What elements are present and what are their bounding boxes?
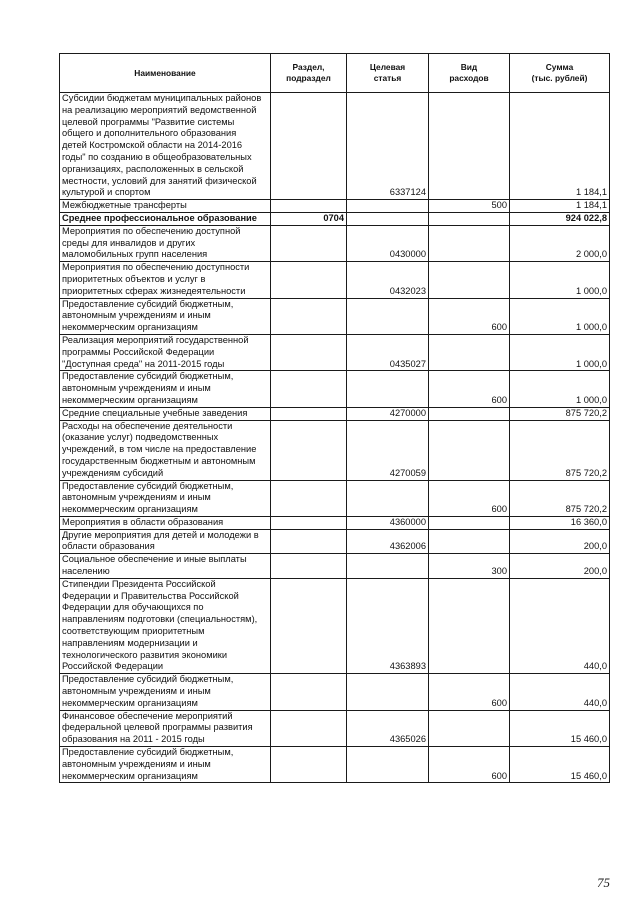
row-sum: 875 720,2 — [510, 480, 610, 516]
row-kind: 600 — [429, 298, 510, 334]
row-kind — [429, 225, 510, 261]
row-section — [271, 225, 347, 261]
row-kind: 600 — [429, 480, 510, 516]
row-name: Мероприятия по обеспечению доступности приоритетных объектов и услуг в приоритетных сферах жизнедеятельности — [60, 262, 271, 298]
row-name: Среднее профессиональное образование — [60, 212, 271, 225]
row-section — [271, 554, 347, 579]
row-name: Мероприятия по обеспечению доступной среды для инвалидов и других маломобильных групп населения — [60, 225, 271, 261]
row-name: Предоставление субсидий бюджетным, автономным учреждениям и иным некоммерческим организациям — [60, 371, 271, 407]
row-target: 0430000 — [347, 225, 429, 261]
row-section — [271, 747, 347, 783]
table-row — [60, 710, 610, 746]
row-target: 4362006 — [347, 529, 429, 554]
row-target — [347, 371, 429, 407]
row-sum: 16 360,0 — [510, 516, 610, 529]
row-target: 4363893 — [347, 578, 429, 673]
header-sum: Сумма (тыс. рублей) — [510, 54, 610, 93]
row-section — [271, 262, 347, 298]
header-name: Наименование — [60, 54, 271, 93]
table-row — [60, 674, 610, 710]
row-section — [271, 371, 347, 407]
table-row — [60, 516, 610, 529]
row-target — [347, 554, 429, 579]
row-name: Расходы на обеспечение деятельности (оказание услуг) подведомственных учреждений, в том числе на предоставление государственным бюджетным и автономным учреждениям субсидий — [60, 420, 271, 480]
row-kind: 600 — [429, 674, 510, 710]
budget-table-sheet — [59, 53, 609, 783]
row-sum: 440,0 — [510, 674, 610, 710]
row-sum: 1 000,0 — [510, 334, 610, 370]
row-kind — [429, 420, 510, 480]
row-sum: 1 184,1 — [510, 93, 610, 200]
row-kind — [429, 407, 510, 420]
row-sum: 1 184,1 — [510, 200, 610, 213]
row-sum: 200,0 — [510, 529, 610, 554]
row-section — [271, 710, 347, 746]
budget-table — [59, 53, 610, 783]
row-target — [347, 298, 429, 334]
row-name: Предоставление субсидий бюджетным, автономным учреждениям и иным некоммерческим организациям — [60, 747, 271, 783]
row-name: Предоставление субсидий бюджетным, автономным учреждениям и иным некоммерческим организациям — [60, 298, 271, 334]
row-sum: 440,0 — [510, 578, 610, 673]
row-kind: 300 — [429, 554, 510, 579]
row-section — [271, 420, 347, 480]
row-sum: 15 460,0 — [510, 747, 610, 783]
row-kind — [429, 334, 510, 370]
table-header-row — [60, 54, 610, 93]
row-sum: 200,0 — [510, 554, 610, 579]
header-kind: Вид расходов — [429, 54, 510, 93]
row-target: 4360000 — [347, 516, 429, 529]
row-target: 4365026 — [347, 710, 429, 746]
table-row — [60, 298, 610, 334]
row-kind — [429, 212, 510, 225]
row-name: Другие мероприятия для детей и молодежи в области образования — [60, 529, 271, 554]
row-name: Мероприятия в области образования — [60, 516, 271, 529]
row-name: Субсидии бюджетам муниципальных районов на реализацию мероприятий ведомственной целевой программы "Развитие системы общего и дополнительного образования детей Костромской области на 2014-2016 годы" по созданию в общеобразовательных организациях, расположенных в сельской местности, условий для занятий физической культурой и спортом — [60, 93, 271, 200]
table-row — [60, 212, 610, 225]
row-target — [347, 674, 429, 710]
row-name: Стипендии Президента Российской Федерации и Правительства Российской Федерации для обучающихся по направлениям подготовки (специальностям), соответствующим приоритетным направлениям модернизации и технологического развития экономики Российской Федерации — [60, 578, 271, 673]
row-sum: 1 000,0 — [510, 371, 610, 407]
table-row — [60, 200, 610, 213]
row-target: 0432023 — [347, 262, 429, 298]
row-kind — [429, 262, 510, 298]
row-name: Социальное обеспечение и иные выплаты населению — [60, 554, 271, 579]
row-name: Предоставление субсидий бюджетным, автономным учреждениям и иным некоммерческим организациям — [60, 674, 271, 710]
row-section — [271, 674, 347, 710]
row-name: Межбюджетные трансферты — [60, 200, 271, 213]
row-target — [347, 747, 429, 783]
row-name: Реализация мероприятий государственной программы Российской Федерации "Доступная среда" на 2011-2015 годы — [60, 334, 271, 370]
row-target — [347, 480, 429, 516]
table-row — [60, 262, 610, 298]
row-target — [347, 200, 429, 213]
row-section — [271, 529, 347, 554]
table-row — [60, 93, 610, 200]
row-kind — [429, 578, 510, 673]
table-row — [60, 334, 610, 370]
table-row — [60, 420, 610, 480]
row-sum: 1 000,0 — [510, 262, 610, 298]
table-row — [60, 554, 610, 579]
row-section — [271, 516, 347, 529]
row-name: Средние специальные учебные заведения — [60, 407, 271, 420]
row-section — [271, 298, 347, 334]
row-section — [271, 578, 347, 673]
row-sum: 2 000,0 — [510, 225, 610, 261]
row-target: 6337124 — [347, 93, 429, 200]
row-kind: 600 — [429, 747, 510, 783]
row-target: 0435027 — [347, 334, 429, 370]
row-target: 4270059 — [347, 420, 429, 480]
table-row — [60, 747, 610, 783]
table-row — [60, 578, 610, 673]
table-row — [60, 407, 610, 420]
row-section — [271, 407, 347, 420]
row-target — [347, 212, 429, 225]
row-target: 4270000 — [347, 407, 429, 420]
row-kind: 500 — [429, 200, 510, 213]
row-kind — [429, 93, 510, 200]
row-section: 0704 — [271, 212, 347, 225]
row-sum: 875 720,2 — [510, 407, 610, 420]
row-kind — [429, 710, 510, 746]
handwritten-page-number: 75 — [597, 875, 610, 890]
table-row — [60, 480, 610, 516]
table-row — [60, 225, 610, 261]
row-kind — [429, 529, 510, 554]
table-row — [60, 371, 610, 407]
table-row — [60, 529, 610, 554]
row-section — [271, 480, 347, 516]
row-kind — [429, 516, 510, 529]
row-sum: 15 460,0 — [510, 710, 610, 746]
header-section: Раздел, подраздел — [271, 54, 347, 93]
row-section — [271, 200, 347, 213]
row-sum: 875 720,2 — [510, 420, 610, 480]
row-sum: 924 022,8 — [510, 212, 610, 225]
row-kind: 600 — [429, 371, 510, 407]
row-name: Предоставление субсидий бюджетным, автономным учреждениям и иным некоммерческим организациям — [60, 480, 271, 516]
row-section — [271, 334, 347, 370]
header-target: Целевая статья — [347, 54, 429, 93]
row-section — [271, 93, 347, 200]
row-sum: 1 000,0 — [510, 298, 610, 334]
row-name: Финансовое обеспечение мероприятий федеральной целевой программы развития образования на 2011 - 2015 годы — [60, 710, 271, 746]
